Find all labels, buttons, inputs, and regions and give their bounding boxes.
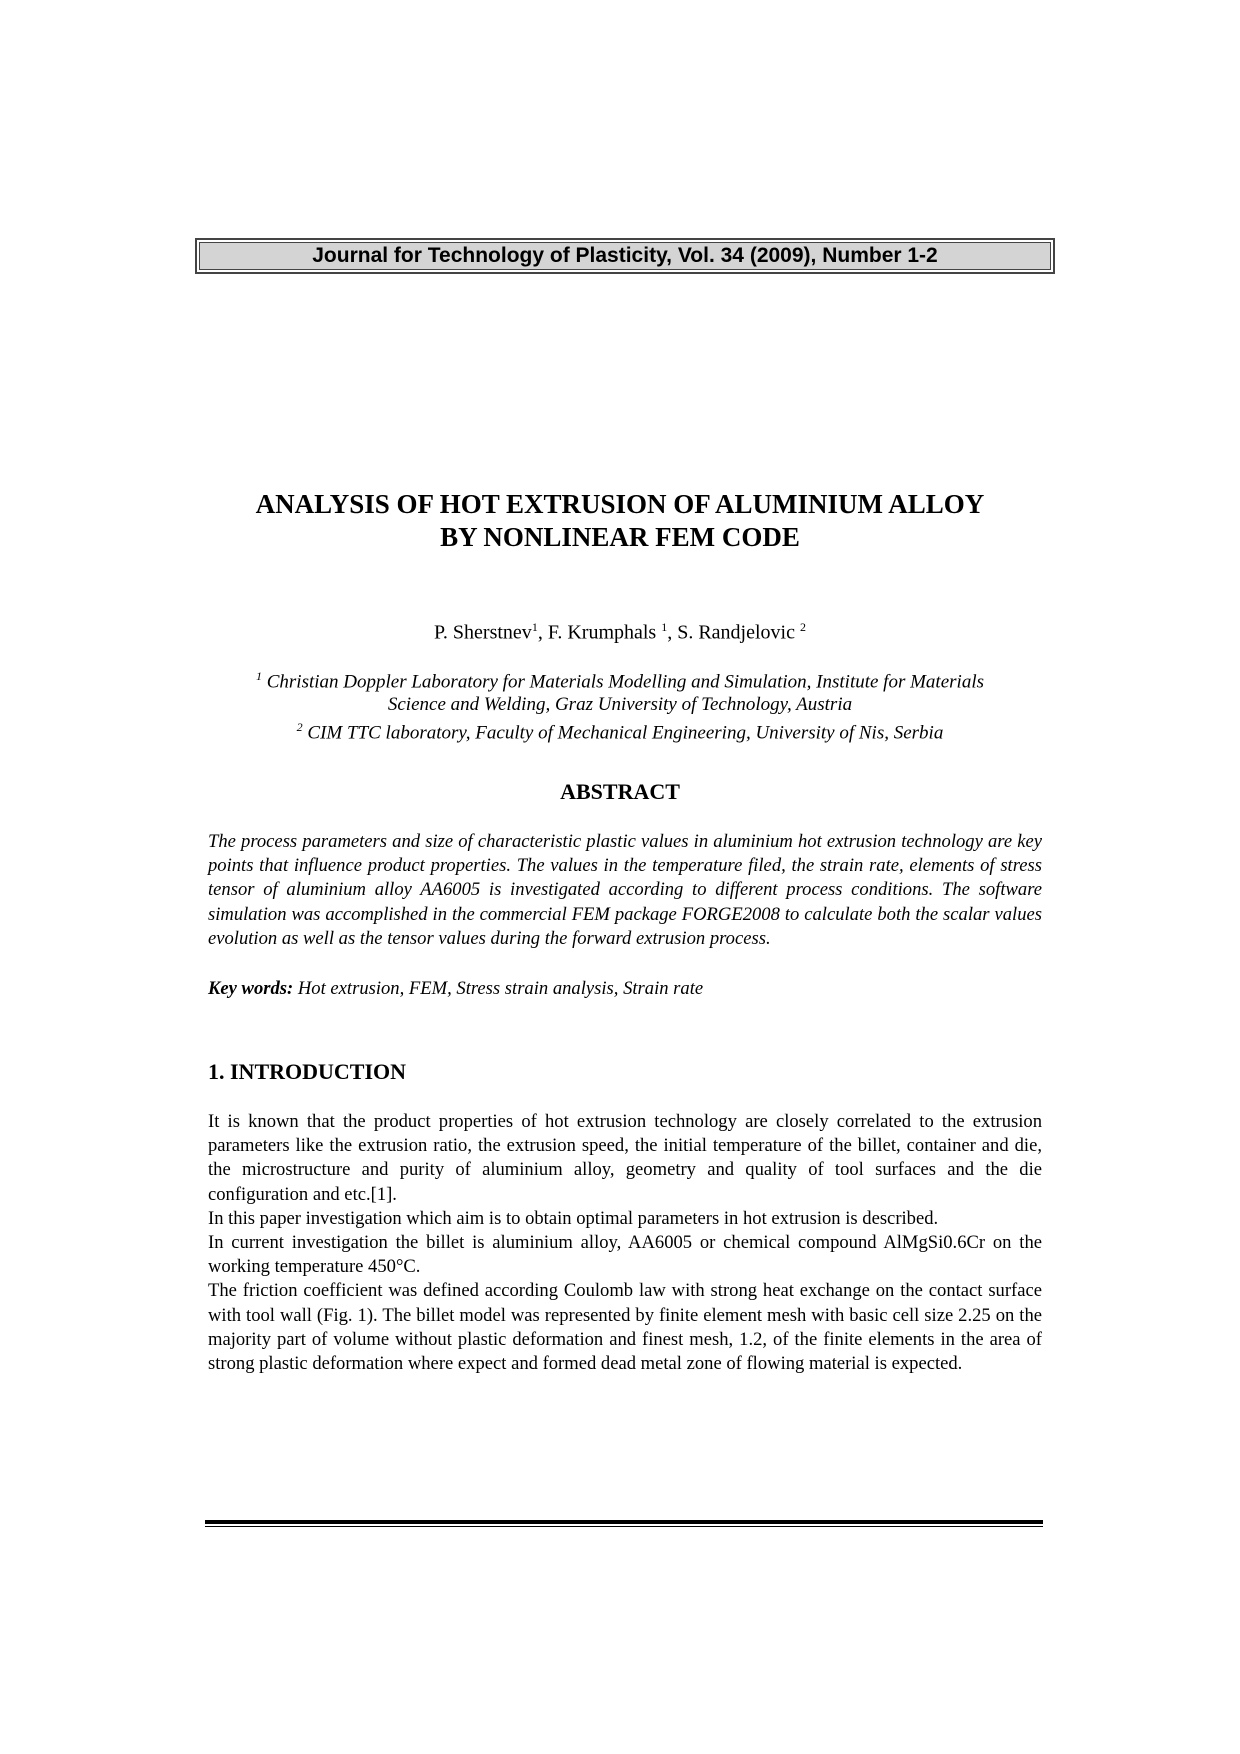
affiliation-1-line-1: Christian Doppler Laboratory for Materials Modelling and Simulation, Institute for Materials bbox=[261, 671, 984, 693]
affiliation-2-line-1: CIM TTC laboratory, Faculty of Mechanical Engineering, University of Nis, Serbia bbox=[302, 722, 944, 744]
affiliation-2 bbox=[210, 716, 1030, 744]
paper-title bbox=[0, 488, 1240, 554]
introduction-body bbox=[208, 1110, 1042, 1376]
keywords-text: Hot extrusion, FEM, Stress strain analysis, Strain rate bbox=[293, 978, 704, 999]
journal-header-box bbox=[195, 238, 1055, 274]
author-1: P. Sherstnev bbox=[434, 621, 532, 644]
affiliations bbox=[210, 665, 1030, 745]
affiliation-1 bbox=[210, 665, 1030, 693]
keywords-label: Key words: bbox=[208, 978, 294, 999]
affiliation-2-mark: 2 bbox=[296, 720, 303, 735]
author-list bbox=[0, 615, 1240, 645]
author-1-affil-mark: 1 bbox=[531, 620, 538, 634]
abstract-text: The process parameters and size of characteristic plastic values in aluminium hot extrusion technology are key points that influence product properties. The values in the temperature filed, the strain rate, elements of stress tensor of aluminium alloy AA6005 is investigated according to different process conditions. The software simulation was accomplished in the commercial FEM package FORGE2008 to calculate both the scalar values evolution as well as the tensor values during the forward extrusion process. bbox=[208, 831, 1042, 949]
intro-paragraph: In current investigation the billet is aluminium alloy, AA6005 or chemical compound AlMgSi0.6Cr on the working temperature 450°C. bbox=[208, 1232, 1042, 1278]
affiliation-1-mark: 1 bbox=[255, 669, 262, 683]
affiliation-1-line-2: Science and Welding, Graz University of Technology, Austria bbox=[387, 694, 853, 716]
author-3-affil-mark: 2 bbox=[799, 620, 806, 634]
author-2-affil-mark: 1 bbox=[661, 620, 668, 634]
intro-paragraph: The friction coefficient was defined according Coulomb law with strong heat exchange on the contact surface with tool wall (Fig. 1). The billet model was represented by finite element mesh with basic cell size 2.25 on the majority part of volume without plastic deformation and finest mesh, 1.2, of the finite elements in the area of strong plastic deformation where expect and formed dead metal zone of flowing material is expected. bbox=[208, 1280, 1042, 1375]
paper-title-line-1: ANALYSIS OF HOT EXTRUSION OF ALUMINIUM ALLOY bbox=[255, 489, 985, 519]
keywords bbox=[208, 977, 1042, 1001]
author-3: , S. Randjelovic bbox=[667, 621, 800, 644]
intro-paragraph: In this paper investigation which aim is to obtain optimal parameters in hot extrusion is described. bbox=[208, 1207, 939, 1229]
paper-title-line-2: BY NONLINEAR FEM CODE bbox=[440, 522, 800, 552]
footer-rule-thick bbox=[205, 1520, 1043, 1524]
intro-paragraph: It is known that the product properties of hot extrusion technology are closely correlated to the extrusion parameters like the extrusion ratio, the extrusion speed, the initial temperature of the billet, container and die, the microstructure and purity of aluminium alloy, geometry and quality of tool surfaces and the die configuration and etc.[1]. bbox=[208, 1111, 1042, 1205]
author-2: , F. Krumphals bbox=[537, 621, 662, 644]
footer-rule-thin bbox=[205, 1526, 1043, 1527]
abstract-heading: ABSTRACT bbox=[560, 779, 680, 804]
section-heading-introduction: 1. INTRODUCTION bbox=[208, 1059, 407, 1084]
journal-header: Journal for Technology of Plasticity, Vol. 34 (2009), Number 1-2 bbox=[199, 242, 1051, 270]
